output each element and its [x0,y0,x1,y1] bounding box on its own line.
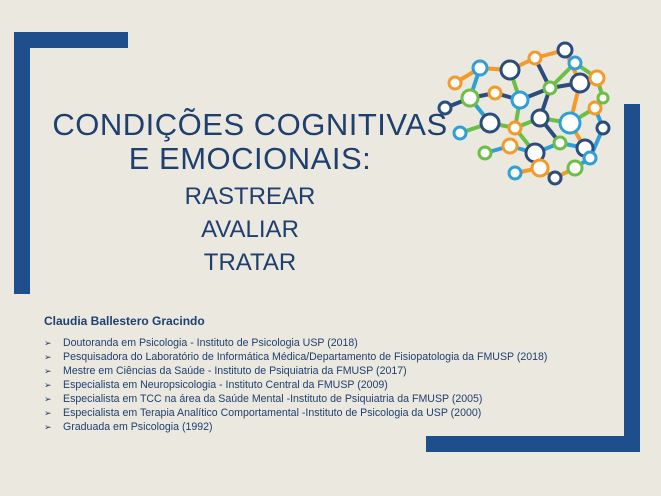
list-item [44,336,634,350]
arrow-bullet-icon: ➢ [44,352,52,362]
subtitle-avaliar: AVALIAR [201,216,299,243]
arrow-bullet-icon: ➢ [44,394,52,404]
arrow-bullet-icon: ➢ [44,338,52,348]
credential-text: Mestre em Ciências da Saúde - Instituto de Psiquiatria da FMUSP (2017) [63,365,407,377]
subtitle-rastrear: RASTREAR [184,183,316,210]
list-item [44,420,634,434]
arrow-bullet-icon: ➢ [44,408,52,418]
list-item [44,364,634,378]
credential-text: Doutoranda em Psicologia - Instituto de Psicologia USP (2018) [63,337,358,349]
list-item [44,350,634,364]
frame-bar-top-left-vertical [14,32,30,294]
list-item [44,378,634,392]
list-item [44,406,634,420]
credentials-list [44,336,634,434]
credential-text: Especialista em Terapia Analítico Comportamental -Instituto de Psicologia da USP (2000) [63,407,482,419]
author-name: Claudia Ballestero Gracindo [44,314,205,328]
arrow-bullet-icon: ➢ [44,422,52,432]
title-line-2: E EMOCIONAIS: [128,141,372,176]
frame-bar-bottom-right-horizontal [426,436,640,452]
slide-subtitle [40,180,460,279]
slide-title [40,108,460,176]
frame-bar-top-left-horizontal [14,32,128,48]
credential-text: Graduada em Psicologia (1992) [63,421,213,433]
credential-text: Especialista em TCC na área da Saúde Mental -Instituto de Psiquiatria da FMUSP (2005) [63,393,483,405]
title-line-1: CONDIÇÕES COGNITIVAS [52,107,448,142]
credential-text: Pesquisadora do Laboratório de Informática Médica/Departamento de Fisiopatologia da FMUSP (2018) [63,351,548,363]
arrow-bullet-icon: ➢ [44,366,52,376]
list-item [44,392,634,406]
subtitle-tratar: TRATAR [203,249,297,276]
credential-text: Especialista em Neuropsicologia - Instituto Central da FMUSP (2009) [63,379,388,391]
arrow-bullet-icon: ➢ [44,380,52,390]
